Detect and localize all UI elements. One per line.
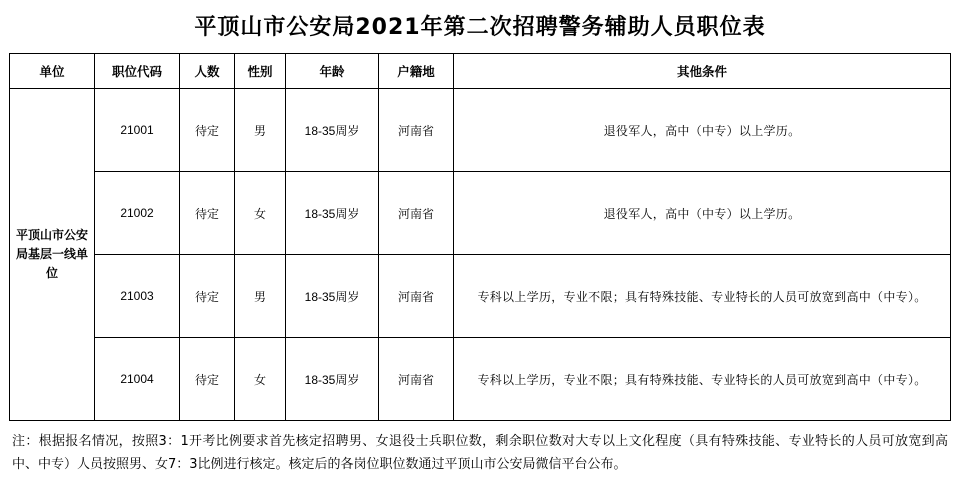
table-header-row <box>10 54 951 89</box>
cell-gender: 女 <box>235 172 286 255</box>
cell-age: 18-35周岁 <box>286 89 379 172</box>
cell-code: 21002 <box>95 172 180 255</box>
cell-other: 专科以上学历，专业不限；具有特殊技能、专业特长的人员可放宽到高中（中专）。 <box>454 338 951 421</box>
column-header-gender: 性别 <box>235 54 286 89</box>
cell-other: 退役军人，高中（中专）以上学历。 <box>454 89 951 172</box>
cell-age: 18-35周岁 <box>286 255 379 338</box>
table-row <box>10 255 951 338</box>
cell-other: 专科以上学历，专业不限；具有特殊技能、专业特长的人员可放宽到高中（中专）。 <box>454 255 951 338</box>
cell-code: 21001 <box>95 89 180 172</box>
cell-code: 21004 <box>95 338 180 421</box>
column-header-count: 人数 <box>180 54 235 89</box>
unit-cell: 平顶山市公安局基层一线单位 <box>10 89 95 421</box>
job-position-table <box>9 53 951 421</box>
column-header-age: 年龄 <box>286 54 379 89</box>
cell-count: 待定 <box>180 338 235 421</box>
table-row <box>10 338 951 421</box>
cell-gender: 男 <box>235 255 286 338</box>
cell-household: 河南省 <box>379 338 454 421</box>
cell-household: 河南省 <box>379 255 454 338</box>
cell-age: 18-35周岁 <box>286 338 379 421</box>
table-row <box>10 89 951 172</box>
cell-gender: 女 <box>235 338 286 421</box>
column-header-unit: 单位 <box>10 54 95 89</box>
cell-age: 18-35周岁 <box>286 172 379 255</box>
footnote: 注：根据报名情况，按照3：1开考比例要求首先核定招聘男、女退役士兵职位数，剩余职位数对大专以上文化程度（具有特殊技能、专业特长的人员可放宽到高中、中专）人员按照男、女7：3比例进行核定。核定后的各岗位职位数通过平顶山市公安局微信平台公布。 <box>12 434 948 472</box>
cell-household: 河南省 <box>379 172 454 255</box>
column-header-other: 其他条件 <box>454 54 951 89</box>
page-title: 平顶山市公安局2021年第二次招聘警务辅助人员职位表 <box>194 15 766 40</box>
table-row <box>10 172 951 255</box>
cell-code: 21003 <box>95 255 180 338</box>
column-header-code: 职位代码 <box>95 54 180 89</box>
cell-count: 待定 <box>180 255 235 338</box>
cell-gender: 男 <box>235 89 286 172</box>
cell-household: 河南省 <box>379 89 454 172</box>
column-header-household: 户籍地 <box>379 54 454 89</box>
cell-count: 待定 <box>180 89 235 172</box>
cell-count: 待定 <box>180 172 235 255</box>
cell-other: 退役军人，高中（中专）以上学历。 <box>454 172 951 255</box>
